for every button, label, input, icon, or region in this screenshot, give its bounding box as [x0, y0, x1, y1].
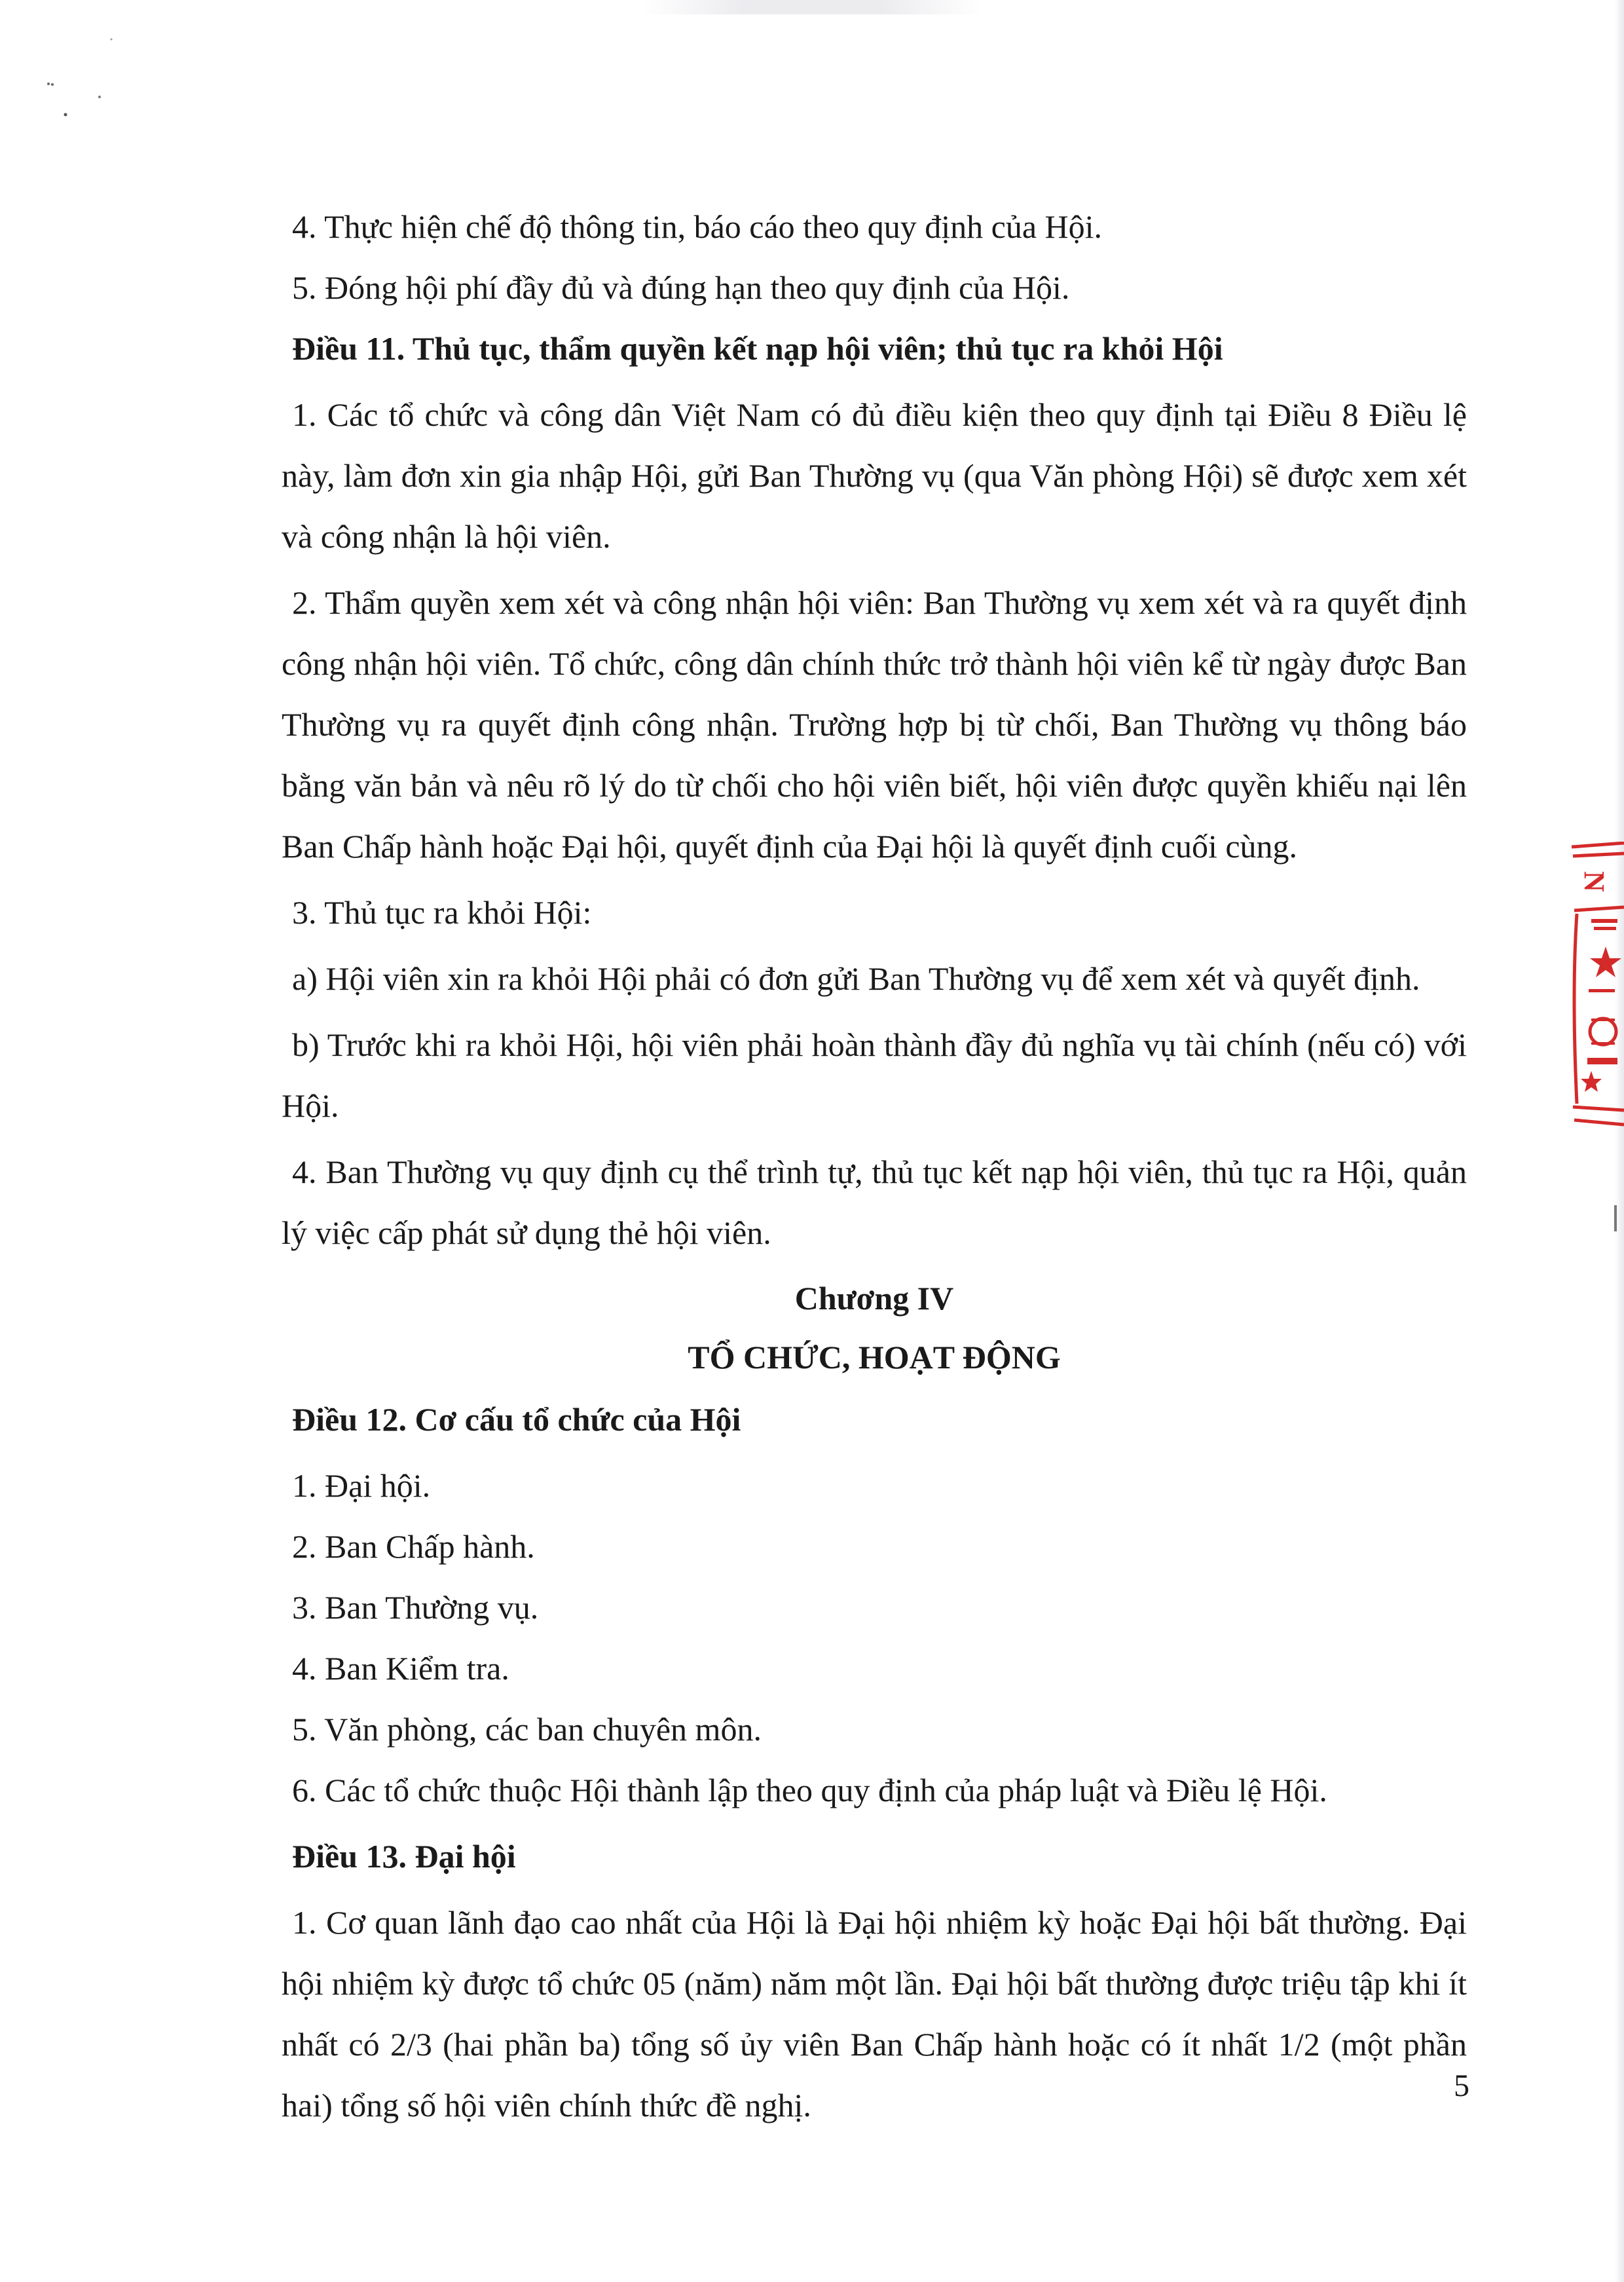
document-body [282, 196, 1467, 2141]
scan-edge [1615, 0, 1624, 2282]
paragraph-13-1: 1. Cơ quan lãnh đạo cao nhất của Hội là Đại hội nhiệm kỳ hoặc Đại hội bất thường. Đại hội nhiệm kỳ được tổ chức 05 (năm) năm một lần. Đại hội bất thường được triệu tập khi ít nhất có 2/3 (hai phần ba) tổng số ủy viên Ban Chấp hành hoặc có ít nhất 1/2 (một phần hai) tổng số hội viên chính thức đề nghị. [282, 1904, 1467, 2123]
paragraph-11-1: 1. Các tổ chức và công dân Việt Nam có đủ điều kiện theo quy định tại Điều 8 Điều lệ này, làm đơn xin gia nhập Hội, gửi Ban Thường vụ (qua Văn phòng Hội) sẽ được xem xét và công nhận là hội viên. [282, 396, 1467, 555]
scan-mark [1614, 1205, 1617, 1231]
paragraph-11-3b: b) Trước khi ra khỏi Hội, hội viên phải hoàn thành đầy đủ nghĩa vụ tài chính (nếu có) với Hội. [282, 1026, 1467, 1124]
scan-specks [39, 26, 118, 131]
paragraph-11-2: 2. Thẩm quyền xem xét và công nhận hội viên: Ban Thường vụ xem xét và ra quyết định công nhận hội viên. Tổ chức, công dân chính thức trở thành hội viên kể từ ngày được Ban Thường vụ ra quyết định công nhận. Trường hợp bị từ chối, Ban Thường vụ thông báo bằng văn bản và nêu rõ lý do từ chối cho hội viên biết, hội viên được quyền khiếu nại lên Ban Chấp hành hoặc Đại hội, quyết định của Đại hội là quyết định cuối cùng. [282, 584, 1467, 865]
chapter-title: TỔ CHỨC, HOẠT ĐỘNG [688, 1339, 1061, 1375]
chapter-number: Chương IV [794, 1280, 954, 1317]
article-12-heading: Điều 12. Cơ cấu tổ chức của Hội [292, 1401, 741, 1438]
paragraph-11-3a: a) Hội viên xin ra khỏi Hội phải có đơn gửi Ban Thường vụ để xem xét và quyết định. [292, 960, 1420, 997]
svg-text:N: N [1578, 871, 1610, 892]
red-seal-stamp [1565, 842, 1624, 1130]
list-item-12-4: 4. Ban Kiểm tra. [292, 1650, 509, 1687]
list-item-12-6: 6. Các tổ chức thuộc Hội thành lập theo quy định của pháp luật và Điều lệ Hội. [292, 1772, 1327, 1808]
paragraph-11-3: 3. Thủ tục ra khỏi Hội: [292, 894, 592, 931]
list-item-12-2: 2. Ban Chấp hành. [292, 1528, 535, 1565]
list-item-12-5: 5. Văn phòng, các ban chuyên môn. [292, 1711, 762, 1748]
paragraph-11-4: 4. Ban Thường vụ quy định cụ thể trình tự, thủ tục kết nạp hội viên, thủ tục ra Hội, quản lý việc cấp phát sử dụng thẻ hội viên. [282, 1153, 1467, 1251]
scan-artifact-top [642, 0, 982, 14]
paragraph-duty-4: 4. Thực hiện chế độ thông tin, báo cáo theo quy định của Hội. [292, 208, 1103, 245]
list-item-12-1: 1. Đại hội. [292, 1467, 431, 1504]
list-item-12-3: 3. Ban Thường vụ. [292, 1589, 539, 1626]
article-11-heading: Điều 11. Thủ tục, thẩm quyền kết nạp hội viên; thủ tục ra khỏi Hội [292, 330, 1223, 367]
paragraph-duty-5: 5. Đóng hội phí đầy đủ và đúng hạn theo quy định của Hội. [292, 269, 1070, 306]
page-number: 5 [1454, 2068, 1469, 2103]
article-13-heading: Điều 13. Đại hội [292, 1838, 516, 1875]
